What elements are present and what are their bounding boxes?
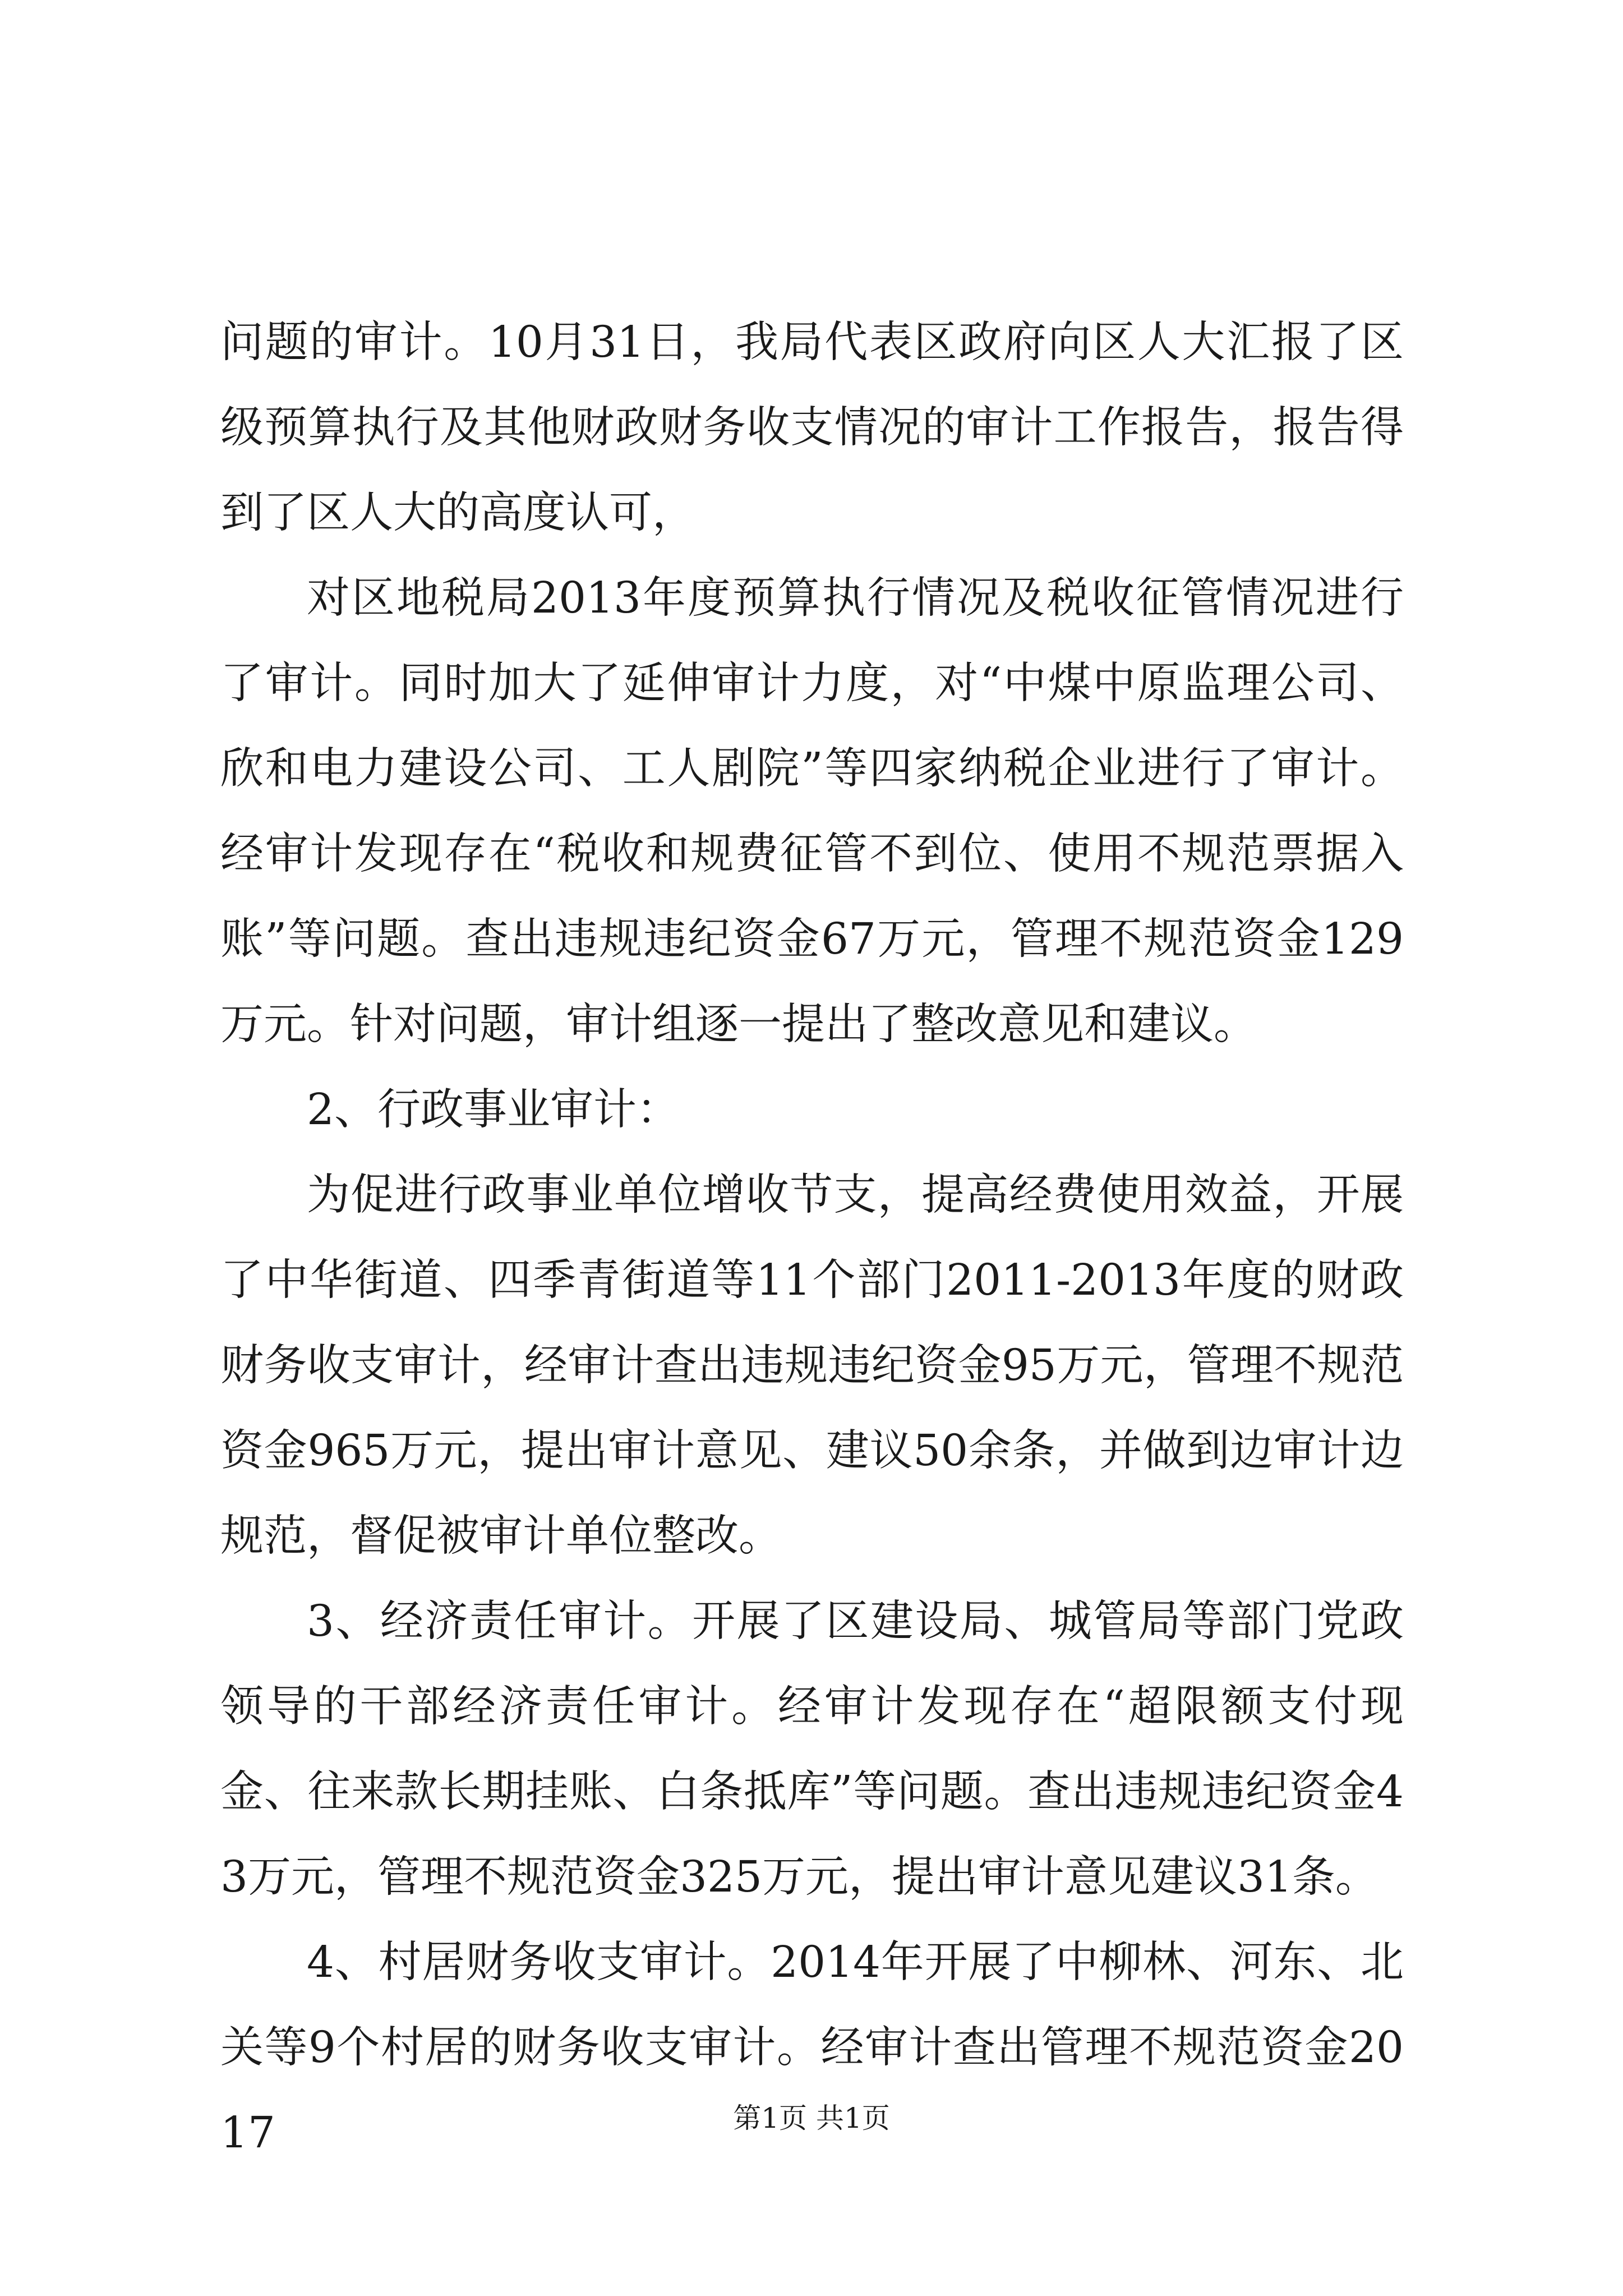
paragraph-6: 4、村居财务收支审计。2014年开展了中柳林、河东、北关等9个村居的财务收支审计。经审计查出管理不规范资金2017 bbox=[220, 1938, 1404, 2158]
paragraph-1: 问题的审计。10月31日，我局代表区政府向区人大汇报了区级预算执行及其他财政财务收支情况的审计工作报告，报告得到了区人大的高度认可， bbox=[220, 318, 1404, 538]
paragraph-2: 对区地税局2013年度预算执行情况及税收征管情况进行了审计。同时加大了延伸审计力度，对“中煤中原监理公司、欣和电力建设公司、工人剧院”等四家纳税企业进行了审计。经审计发现存在“税收和规费征管不到位、使用不规范票据入账”等问题。查出违规违纪资金67万元，管理不规范资金129万元。针对问题，审计组逐一提出了整改意见和建议。 bbox=[220, 573, 1404, 1050]
paragraph-3-heading: 2、行政事业审计： bbox=[307, 1085, 680, 1135]
document-body bbox=[220, 300, 1404, 2176]
paragraph-5: 3、经济责任审计。开展了区建设局、城管局等部门党政领导的干部经济责任审计。经审计发现存在“超限额支付现金、往来款长期挂账、白条抵库”等问题。查出违规违纪资金43万元，管理不规范资金325万元，提出审计意见建议31条。 bbox=[220, 1596, 1404, 1902]
page-number-footer: 第1页 共1页 bbox=[733, 2102, 890, 2134]
paragraph-4: 为促进行政事业单位增收节支，提高经费使用效益，开展了中华街道、四季青街道等11个部门2011-2013年度的财政财务收支审计，经审计查出违规违纪资金95万元，管理不规范资金965万元，提出审计意见、建议50余条，并做到边审计边规范，督促被审计单位整改。 bbox=[220, 1170, 1404, 1561]
